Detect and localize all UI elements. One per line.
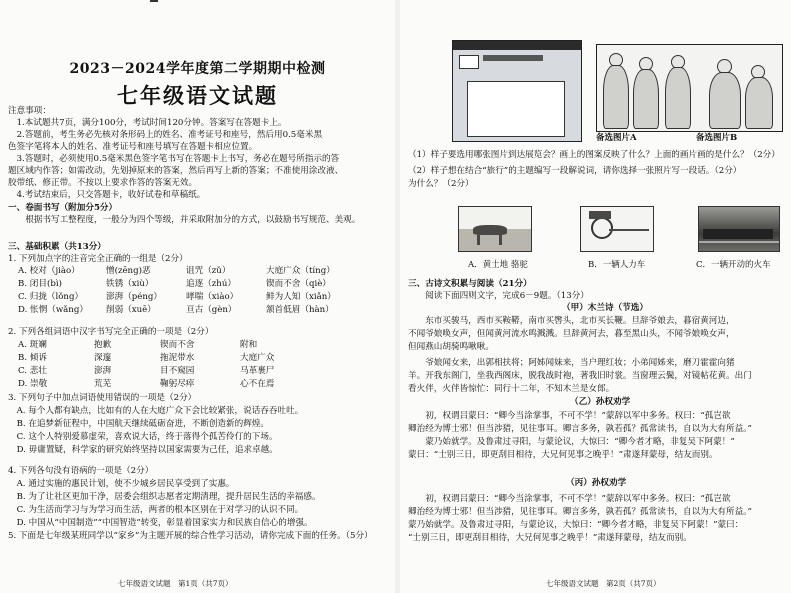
passage-line: 但闻燕山胡骑鸣啾啾。 bbox=[408, 342, 494, 352]
q1-option-row bbox=[18, 305, 334, 316]
section-heading: 一、卷面书写（附加分5分） bbox=[8, 203, 118, 213]
screen-block bbox=[459, 55, 479, 69]
option: 澎湃（péng） bbox=[106, 292, 162, 302]
camel-leg bbox=[499, 235, 502, 245]
option: 大庭广众（tíng） bbox=[266, 266, 335, 276]
passage-line: 不闻爷娘唤女声，但闻黄河流水鸣溅溅。旦辞黄河去，暮至黑山头，不闻爷娘唤女声， bbox=[408, 329, 735, 339]
option: 削弱（xuē） bbox=[106, 305, 156, 315]
photo-b-caption: B．一辆人力车 bbox=[588, 260, 646, 270]
passage-line: 初，权谓吕蒙曰：“卿今当涂掌事，不可不学！”蒙辞以军中多务。权曰：“孤岂欲 bbox=[408, 411, 731, 421]
rickshaw-wheel bbox=[591, 217, 613, 239]
option: 大庭广众 bbox=[240, 353, 275, 363]
option: 鲜为人知（xiǎn） bbox=[266, 292, 336, 302]
option: 诅咒（zǔ） bbox=[186, 266, 231, 276]
camel-leg bbox=[477, 235, 480, 245]
option: 荒芜 bbox=[94, 379, 112, 389]
option: 目不窥园 bbox=[160, 366, 195, 376]
option: 铁锈（xiù） bbox=[106, 279, 154, 289]
option: 追逐（zhú） bbox=[186, 279, 236, 289]
figure-a-image bbox=[452, 40, 582, 142]
notice-line: 2.答题前，考生务必先核对条形码上的姓名、准考证号和座号，然后用0.5毫米黑 bbox=[8, 130, 323, 140]
notice-line: 4.考试结束后，只交答题卡，收好试卷和草稿纸。 bbox=[8, 190, 206, 200]
passage-line: “士别三日，即更刮目相待，大兄何见事之晚乎！”肃遂拜蒙母，结友而别。 bbox=[408, 533, 692, 543]
sketch-figure bbox=[709, 72, 741, 129]
question-4: 4. 下列各句没有语病的一项是（2分） bbox=[8, 466, 154, 476]
section-intro: 阅读下面四则文字，完成6－9题。（13分） bbox=[408, 291, 589, 301]
rickshaw-shaft bbox=[609, 229, 649, 231]
page-footer: 七年级语文试题 第2页（共7页） bbox=[546, 579, 661, 588]
passage-line: 初，权谓吕蒙曰：“卿今当涂掌事，不可不学！”蒙辞以军中多务。权曰：“孤岂欲 bbox=[408, 494, 731, 504]
question-5: 5. 下面是七年级某班同学以“家乡”为主题开展的综合性学习活动，请你完成下面的任务。（5分） bbox=[8, 531, 373, 541]
section-heading: 三、古诗文积累与阅读（21分） bbox=[408, 279, 532, 289]
option: 哮喘（xiào） bbox=[186, 292, 239, 302]
q2-option-row bbox=[18, 366, 274, 377]
sketch-figure bbox=[745, 77, 773, 129]
passage-title: （甲）木兰诗（节选） bbox=[562, 303, 648, 313]
option: B. 倾诉 bbox=[18, 353, 47, 363]
passage-line: 蒙曰：“士别三日，即更刮目相待，大兄何见事之晚乎！”肃遂拜蒙母，结友而别。 bbox=[408, 450, 718, 460]
q1-option-row bbox=[18, 279, 331, 290]
sub-question-2: （2）样子想在结合“旅行”的主题编写一段解说词，请你选择一张照片写一段话。（2分） bbox=[408, 166, 742, 176]
photo-c-caption: C．一辆开动的火车 bbox=[696, 260, 771, 270]
option: C. 归拢（lǒng） bbox=[18, 292, 84, 302]
section-text: 根据书写工整程度，一般分为四个等级，并采取附加分的方式，以鼓励书写规范、美观。 bbox=[8, 215, 361, 225]
section-heading: 三、基础积累（共13分） bbox=[8, 242, 106, 252]
q2-option-row bbox=[18, 340, 257, 351]
option: C. 悲壮 bbox=[18, 366, 47, 376]
screen-block bbox=[483, 55, 543, 61]
option: 马革裹尸 bbox=[240, 366, 275, 376]
train-body bbox=[703, 229, 773, 239]
option: D. 崇敬 bbox=[18, 379, 48, 389]
page-2 bbox=[400, 0, 791, 593]
q3-option: C. 这个人特别爱慕虚荣，喜欢说大话，终于落得个孤苦伶仃的下场。 bbox=[8, 432, 278, 442]
q3-option: B. 在追梦新征程中，中国航天继续砥砺奋进，不断创造新的辉煌。 bbox=[8, 419, 269, 429]
option: 拖泥带水 bbox=[160, 353, 195, 363]
photo-a-caption: A．黄土地 骆驼 bbox=[468, 260, 528, 270]
passage-line: 卿治经为博士邪！但当涉猎，见往事耳。卿言多务，孰若孤？孤常读书，自以为大有所益。” bbox=[408, 424, 752, 434]
option: D. 怅惘（wǎng） bbox=[18, 305, 88, 315]
photo-b-rickshaw bbox=[580, 206, 654, 252]
rickshaw-hood bbox=[589, 211, 611, 219]
option: 锲而不舍（qiè） bbox=[266, 279, 331, 289]
option: 鞠躬尽瘁 bbox=[160, 379, 195, 389]
passage-title: （丙）孙权劝学 bbox=[566, 478, 627, 488]
notice-line: 色签字笔将本人的姓名、准考证号和座号填写在答题卡相应位置。 bbox=[8, 142, 258, 152]
passage-line: 羊。开我东阁门，坐我西阁床，脱我战时袍，著我旧时裳。当窗理云鬓，对镜帖花黄。出门 bbox=[408, 371, 752, 381]
passage-line: 爷娘闻女来，出郭相扶将；阿姊闻妹来，当户理红妆；小弟闻姊来，磨刀霍霍向猪 bbox=[408, 358, 735, 368]
option: 心不在焉 bbox=[240, 379, 275, 389]
option: 憎(zēng)恶 bbox=[106, 266, 151, 276]
figure-b-caption: 备选图片B bbox=[696, 133, 738, 143]
camel-body bbox=[473, 225, 507, 235]
option: B. 闭目(bì) bbox=[18, 279, 62, 289]
option: 附和 bbox=[240, 340, 258, 350]
exam-title: 2023－2024学年度第二学期期中检测 bbox=[69, 61, 326, 77]
figure-a-caption: 备选图片A bbox=[596, 133, 637, 143]
passage-line: 蒙乃始就学。及鲁肃过寻阳，与蒙论议，大惊曰：“卿今者才略，非复吴下阿蒙！”蒙曰： bbox=[408, 520, 744, 530]
sketch-figure bbox=[603, 65, 629, 129]
photo-a-camel bbox=[458, 206, 532, 252]
page-1 bbox=[0, 0, 395, 593]
option: 亘古（gèn） bbox=[186, 305, 237, 315]
q4-option: C. 为生活而学习与为学习而生活，两者的根本区别在于对学习的认识不同。 bbox=[8, 505, 304, 515]
notice-heading: 注意事项： bbox=[8, 106, 51, 116]
sub-question-1: （1）样子要选用哪张图片到达展览会？画上的图案反映了什么？上面的画片画的是什么？（2分） bbox=[408, 150, 780, 160]
passage-line: 蒙乃始就学。及鲁肃过寻阳，与蒙论议，大惊曰：“卿今者才略，非复吴下阿蒙！” bbox=[408, 437, 735, 447]
exam-subtitle: 七年级语文试题 bbox=[117, 83, 278, 108]
q1-option-row bbox=[18, 292, 336, 303]
option: 锲而不舍 bbox=[160, 340, 195, 350]
q4-option: A. 通过实施的惠民计划，使不少城乡居民享受到了实惠。 bbox=[8, 479, 235, 489]
passage-title: （乙）孙权劝学 bbox=[570, 397, 631, 407]
option: 抱歉 bbox=[94, 340, 112, 350]
notice-line: 胶带纸、修正带。不按以上要求作答的答案无效。 bbox=[8, 178, 198, 188]
q4-option: B. 为了让社区更加干净，居委会组织志愿者定期清理，提升居民生活的幸福感。 bbox=[8, 492, 321, 502]
notice-line: 题区域内作答；如需改动，先划掉原来的答案，然后再写上新的答案；不准使用涂改液、 bbox=[8, 166, 344, 176]
option: A. 斑斓 bbox=[18, 340, 47, 350]
passage-line: 卿治经为博士邪！但当涉猎，见往事耳。卿言多务，孰若孤？孤常读书，自以为大有所益。” bbox=[408, 507, 752, 517]
sketch-figure bbox=[633, 69, 659, 129]
sub-question-2-tail: 为什么？（2分） bbox=[408, 179, 474, 189]
photo-c-train bbox=[698, 206, 780, 252]
option: 澎湃 bbox=[94, 366, 112, 376]
option: A. 校对（jiào） bbox=[18, 266, 80, 276]
train-track bbox=[699, 241, 779, 243]
q4-option: D. 中国从“中国制造”“中国智造”转变，彰显着国家实力和民族自信心的增强。 bbox=[8, 518, 313, 528]
notice-line: 1.本试题共7页，满分100分，考试时间120分钟。答案写在答题卡上。 bbox=[8, 118, 287, 128]
passage-line: 东市买骏马，西市买鞍鞯，南市买辔头，北市买长鞭。旦辞爷娘去，暮宿黄河边， bbox=[408, 316, 735, 326]
passage-line: 看火伴，火伴皆惊忙：同行十二年，不知木兰是女郎。 bbox=[408, 384, 615, 394]
screen-title-bar bbox=[453, 41, 581, 50]
question-1: 1. 下列加点字的注音完全正确的一组是（2分） bbox=[8, 254, 188, 264]
option: 颔首低眉（hàn） bbox=[266, 305, 334, 315]
screen-window bbox=[467, 81, 565, 137]
option: 深邃 bbox=[94, 353, 112, 363]
question-3: 3. 下列句子中加点词语使用错误的一项是（2分） bbox=[8, 393, 197, 403]
q3-option: D. 毋庸置疑，科学家的研究始终坚持以国家需要为己任，追求卓越。 bbox=[8, 445, 278, 455]
figure-b-image bbox=[596, 44, 783, 132]
q3-option: A. 每个人都有缺点，比如有的人在大庭广众下会比较紧张，说话吞吞吐吐。 bbox=[8, 406, 304, 416]
q2-option-row bbox=[18, 379, 274, 390]
sketch-figure bbox=[665, 67, 691, 129]
notice-line: 3.答题时，必须使用0.5毫米黑色签字笔书写在答题卡上书写，务必在题号所指示的答 bbox=[8, 154, 340, 164]
page-footer: 七年级语文试题 第1页（共7页） bbox=[118, 579, 233, 588]
q2-option-row bbox=[18, 353, 274, 364]
question-2: 2. 下列各组词语中汉字书写完全正确的一项是（2分） bbox=[8, 327, 214, 337]
q1-option-row bbox=[18, 266, 335, 277]
